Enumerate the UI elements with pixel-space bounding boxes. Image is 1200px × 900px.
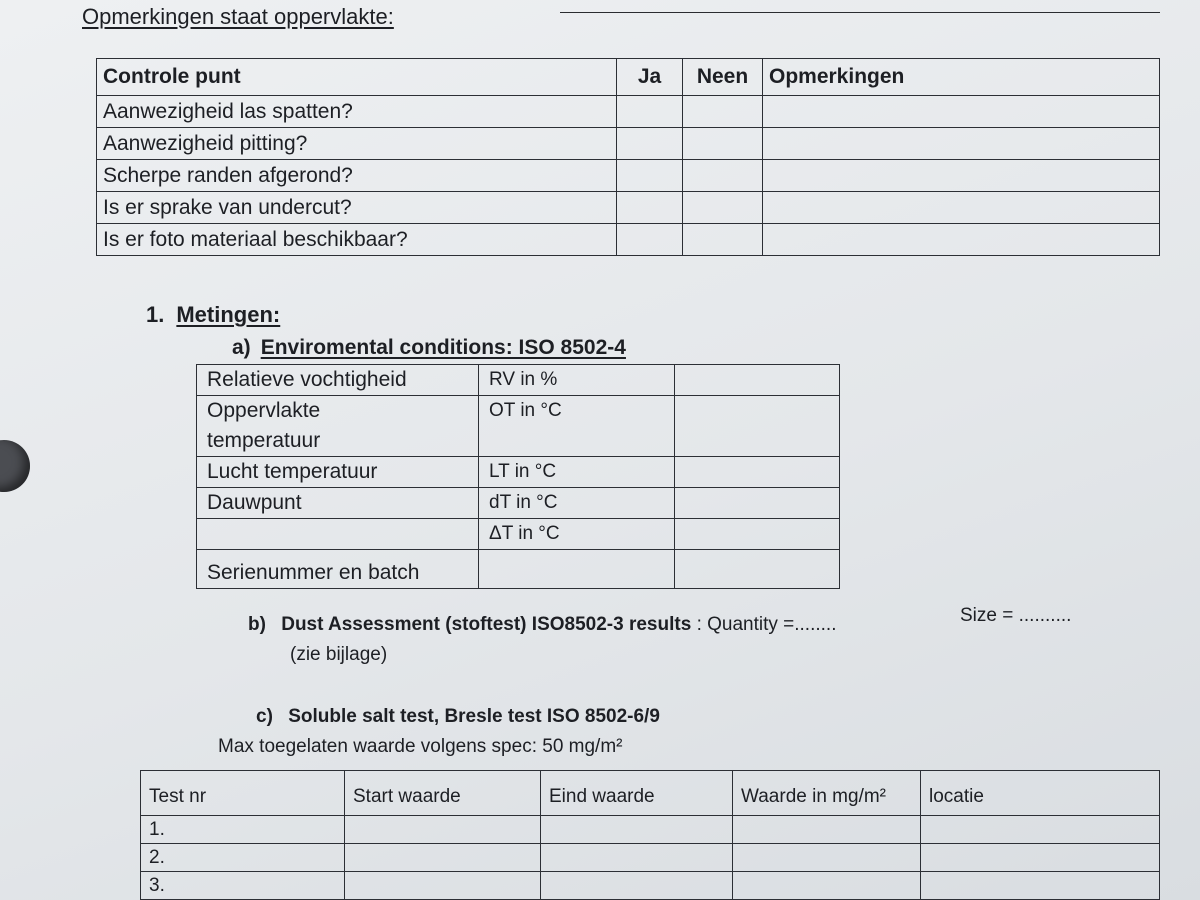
measure-unit: OT in °C — [479, 396, 675, 457]
table-row — [141, 872, 1160, 900]
location-cell[interactable] — [921, 816, 1160, 844]
remarks-cell[interactable] — [763, 160, 1160, 192]
remarks-cell[interactable] — [763, 224, 1160, 256]
yes-cell[interactable] — [617, 96, 683, 128]
section-title: Metingen: — [176, 302, 281, 327]
dust-label: b) — [248, 614, 266, 635]
dust-assessment — [248, 610, 836, 670]
measure-value-cell[interactable] — [675, 488, 840, 519]
no-cell[interactable] — [683, 160, 763, 192]
table-row — [97, 224, 1160, 256]
salt-test-table — [140, 770, 1160, 900]
measure-unit: ΔT in °C — [479, 519, 675, 550]
yes-cell[interactable] — [617, 160, 683, 192]
measure-unit: dT in °C — [479, 488, 675, 519]
table-row — [97, 96, 1160, 128]
header-end-value: Eind waarde — [541, 771, 733, 816]
check-label: Is er foto materiaal beschikbaar? — [97, 224, 617, 256]
yes-cell[interactable] — [617, 192, 683, 224]
page-title: Opmerkingen staat oppervlakte: — [82, 4, 394, 29]
header-value-mg: Waarde in mg/m² — [733, 771, 921, 816]
header-location: locatie — [921, 771, 1160, 816]
header-no: Neen — [683, 59, 763, 96]
measure-label: Dauwpunt — [197, 488, 479, 519]
check-label: Is er sprake van undercut? — [97, 192, 617, 224]
salt-test-heading — [256, 706, 660, 728]
start-value-cell[interactable] — [345, 816, 541, 844]
measure-value-cell[interactable] — [675, 550, 840, 589]
subsection-label: a) — [232, 336, 251, 359]
remarks-cell[interactable] — [763, 192, 1160, 224]
end-value-cell[interactable] — [541, 844, 733, 872]
subsection-heading-environment — [232, 336, 626, 360]
dust-quantity: : Quantity =........ — [696, 614, 837, 635]
start-value-cell[interactable] — [345, 844, 541, 872]
test-number: 2. — [141, 844, 345, 872]
no-cell[interactable] — [683, 128, 763, 160]
dust-heading: Dust Assessment (stoftest) ISO8502-3 results — [281, 614, 692, 635]
location-cell[interactable] — [921, 872, 1160, 900]
measure-value-cell[interactable] — [675, 519, 840, 550]
top-edge-line — [560, 0, 1160, 13]
subsection-title: Enviromental conditions: ISO 8502-4 — [260, 336, 626, 359]
header-yes: Ja — [617, 59, 683, 96]
table-row — [197, 488, 840, 519]
check-label: Scherpe randen afgerond? — [97, 160, 617, 192]
measure-unit: LT in °C — [479, 457, 675, 488]
salt-title: Soluble salt test, Bresle test ISO 8502-6/9 — [288, 706, 660, 727]
salt-header-row — [141, 771, 1160, 816]
no-cell[interactable] — [683, 96, 763, 128]
salt-label: c) — [256, 706, 273, 727]
measure-label: Serienummer en batch — [197, 550, 479, 589]
header-remarks: Opmerkingen — [763, 59, 1160, 96]
check-label: Aanwezigheid pitting? — [97, 128, 617, 160]
end-value-cell[interactable] — [541, 816, 733, 844]
measure-value-cell[interactable] — [675, 365, 840, 396]
binder-hole — [0, 440, 30, 492]
environment-table — [196, 364, 840, 589]
check-label: Aanwezigheid las spatten? — [97, 96, 617, 128]
remarks-cell[interactable] — [763, 96, 1160, 128]
dust-note: (zie bijlage) — [290, 644, 388, 665]
header-control-point: Controle punt — [97, 59, 617, 96]
yes-cell[interactable] — [617, 128, 683, 160]
table-row — [197, 365, 840, 396]
checklist-header-row — [97, 59, 1160, 96]
section-heading-measurements — [146, 302, 280, 328]
max-allowed-value: Max toegelaten waarde volgens spec: 50 mg/m² — [218, 736, 623, 757]
measure-value-cell[interactable] — [675, 457, 840, 488]
measure-label: Relatieve vochtigheid — [197, 365, 479, 396]
table-row — [97, 128, 1160, 160]
surface-checklist-table — [96, 58, 1160, 256]
table-row — [141, 816, 1160, 844]
yes-cell[interactable] — [617, 224, 683, 256]
table-row — [197, 457, 840, 488]
table-row — [141, 844, 1160, 872]
value-cell[interactable] — [733, 844, 921, 872]
table-row — [97, 160, 1160, 192]
table-row — [97, 192, 1160, 224]
value-cell[interactable] — [733, 872, 921, 900]
section-number: 1. — [146, 302, 165, 327]
measure-unit — [479, 550, 675, 589]
location-cell[interactable] — [921, 844, 1160, 872]
start-value-cell[interactable] — [345, 872, 541, 900]
end-value-cell[interactable] — [541, 872, 733, 900]
dust-size: Size = .......... — [960, 605, 1072, 626]
value-cell[interactable] — [733, 816, 921, 844]
table-row — [197, 519, 840, 550]
measure-label: Lucht temperatuur — [197, 457, 479, 488]
test-number: 1. — [141, 816, 345, 844]
table-row — [197, 396, 840, 457]
remarks-cell[interactable] — [763, 128, 1160, 160]
header-test-nr: Test nr — [141, 771, 345, 816]
measure-unit: RV in % — [479, 365, 675, 396]
test-number: 3. — [141, 872, 345, 900]
measure-label: Oppervlakte temperatuur — [197, 396, 479, 457]
no-cell[interactable] — [683, 192, 763, 224]
table-row — [197, 550, 840, 589]
no-cell[interactable] — [683, 224, 763, 256]
header-start-value: Start waarde — [345, 771, 541, 816]
measure-label — [197, 519, 479, 550]
measure-value-cell[interactable] — [675, 396, 840, 457]
